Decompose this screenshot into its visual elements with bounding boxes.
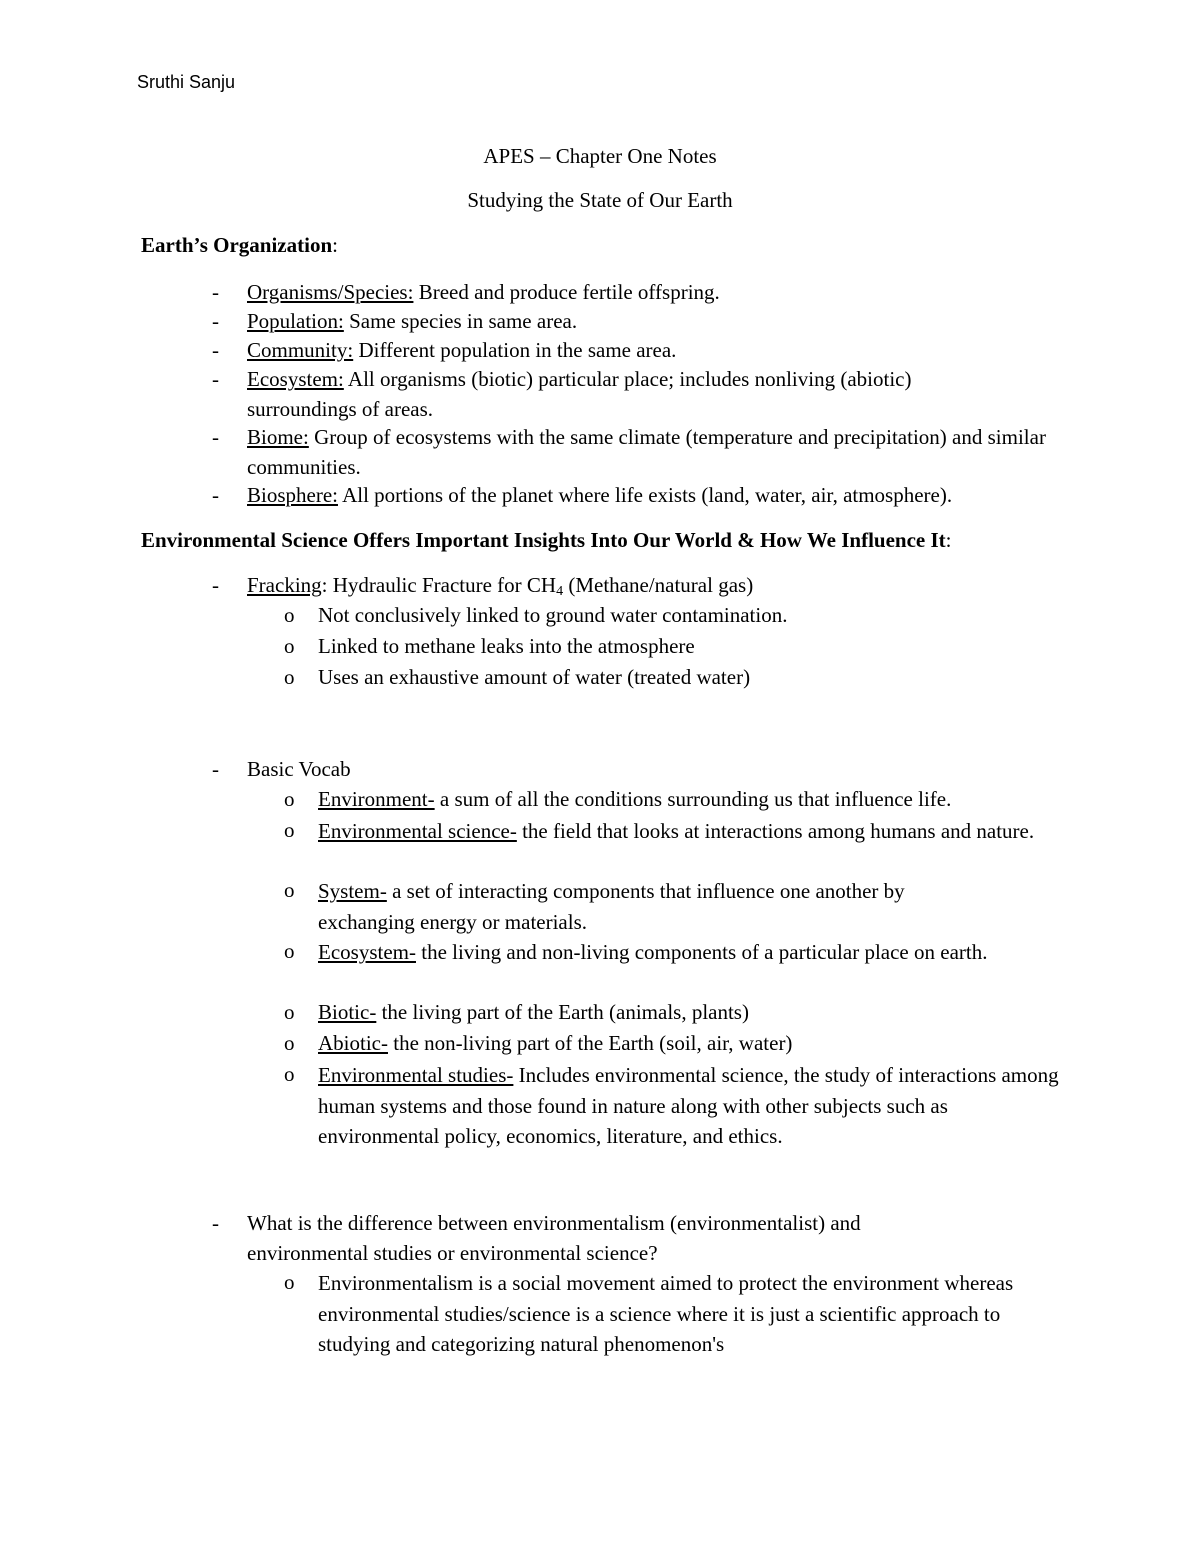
definition: a sum of all the conditions surrounding us that influence life. xyxy=(434,787,952,811)
dash-marker: - xyxy=(212,280,219,304)
dash-marker: - xyxy=(212,367,219,391)
bullet-marker: o xyxy=(284,878,295,902)
heading-text: Environmental Science Offers Important Insights Into Our World & How We Influence It xyxy=(141,528,946,552)
term: Ecosystem- xyxy=(318,940,416,964)
section-heading-insights xyxy=(141,528,952,553)
bullet-marker: o xyxy=(284,1270,295,1294)
item-body xyxy=(247,481,1067,511)
sub-item-body xyxy=(318,816,1063,847)
definition: All portions of the planet where life exists (land, water, air, atmosphere). xyxy=(337,483,953,507)
term: Biome: xyxy=(247,425,309,449)
definition-tail: (Methane/natural gas) xyxy=(563,573,754,597)
bullet-marker: o xyxy=(284,665,295,689)
dash-marker: - xyxy=(212,573,219,597)
sub-item-text: Uses an exhaustive amount of water (treated water) xyxy=(318,665,751,689)
term: Organisms/Species: xyxy=(247,280,414,304)
term: System- xyxy=(318,879,387,903)
sub-item-body xyxy=(318,1029,1063,1059)
term: Population: xyxy=(247,309,344,333)
definition: Different population in the same area. xyxy=(353,338,677,362)
term: Community: xyxy=(247,338,354,362)
heading-colon: : xyxy=(332,233,338,257)
bullet-marker: o xyxy=(284,634,295,658)
sub-item-text: Linked to methane leaks into the atmosphere xyxy=(318,634,695,658)
bullet-marker: o xyxy=(284,1000,295,1024)
document-subtitle: Studying the State of Our Earth xyxy=(467,188,733,212)
definition: All organisms (biotic) particular place; includes nonliving (abiotic) surroundings of areas. xyxy=(247,367,912,421)
term: Environmental science- xyxy=(318,819,517,843)
term: Fracking xyxy=(247,573,322,597)
bullet-marker: o xyxy=(284,603,295,627)
definition: the living part of the Earth (animals, plants) xyxy=(376,1000,749,1024)
dash-marker: - xyxy=(212,757,219,781)
question-text: What is the difference between environmentalism (environmentalist) and environmental studies or environmental science? xyxy=(247,1211,861,1265)
term: Biosphere: xyxy=(247,483,338,507)
definition: : Hydraulic Fracture for CH xyxy=(321,573,557,597)
sub-item-text: Not conclusively linked to ground water contamination. xyxy=(318,603,788,627)
item-body xyxy=(247,307,1067,337)
section-heading-organization xyxy=(141,233,338,258)
definition: the living and non-living components of a particular place on earth. xyxy=(415,940,988,964)
definition: Includes environmental science, the study of interactions among human systems and those found in nature along with other subjects such as environmental policy, economics, literature, and ethics. xyxy=(318,1063,1059,1148)
heading-colon: : xyxy=(945,528,952,552)
author-name: Sruthi Sanju xyxy=(137,72,236,92)
heading-text: Earth’s Organization xyxy=(141,233,333,257)
document-title: APES – Chapter One Notes xyxy=(483,144,717,168)
term: Biotic- xyxy=(318,1000,377,1024)
answer-text: Environmentalism is a social movement aimed to protect the environment whereas environmental studies/science is a science where it is just a scientific approach to studying and categorizing natural phenomenon's xyxy=(318,1271,1014,1356)
sub-item-body xyxy=(318,1060,1063,1152)
dash-marker: - xyxy=(212,309,219,333)
vocab-label: Basic Vocab xyxy=(247,757,351,781)
definition: the non-living part of the Earth (soil, air, water) xyxy=(387,1031,793,1055)
item-body xyxy=(247,278,1067,308)
sub-item-body xyxy=(318,998,1063,1028)
subscript: 4 xyxy=(556,584,564,599)
bullet-marker: o xyxy=(284,1031,295,1055)
dash-marker: - xyxy=(212,425,219,449)
sub-item-body xyxy=(318,785,1063,815)
bullet-marker: o xyxy=(284,787,295,811)
dash-marker: - xyxy=(212,338,219,362)
item-body xyxy=(247,423,1047,482)
definition: Same species in same area. xyxy=(343,309,578,333)
definition: a set of interacting components that influence one another by exchanging energy or materials. xyxy=(318,879,905,934)
definition: Breed and produce fertile offspring. xyxy=(413,280,720,304)
term: Environmental studies- xyxy=(318,1063,514,1087)
item-body xyxy=(247,365,1007,424)
dash-marker: - xyxy=(212,1211,219,1235)
term: Ecosystem: xyxy=(247,367,344,391)
term: Abiotic- xyxy=(318,1031,388,1055)
bullet-marker: o xyxy=(284,1062,295,1086)
definition: the field that looks at interactions among humans and nature. xyxy=(516,819,1035,843)
sub-item-body xyxy=(318,937,1028,968)
bullet-marker: o xyxy=(284,939,295,963)
definition: Group of ecosystems with the same climate (temperature and precipitation) and similar communities. xyxy=(247,425,1046,479)
dash-marker: - xyxy=(212,483,219,507)
term: Environment- xyxy=(318,787,435,811)
item-body xyxy=(247,336,1067,366)
bullet-marker: o xyxy=(284,818,295,842)
sub-item-body xyxy=(318,876,998,937)
